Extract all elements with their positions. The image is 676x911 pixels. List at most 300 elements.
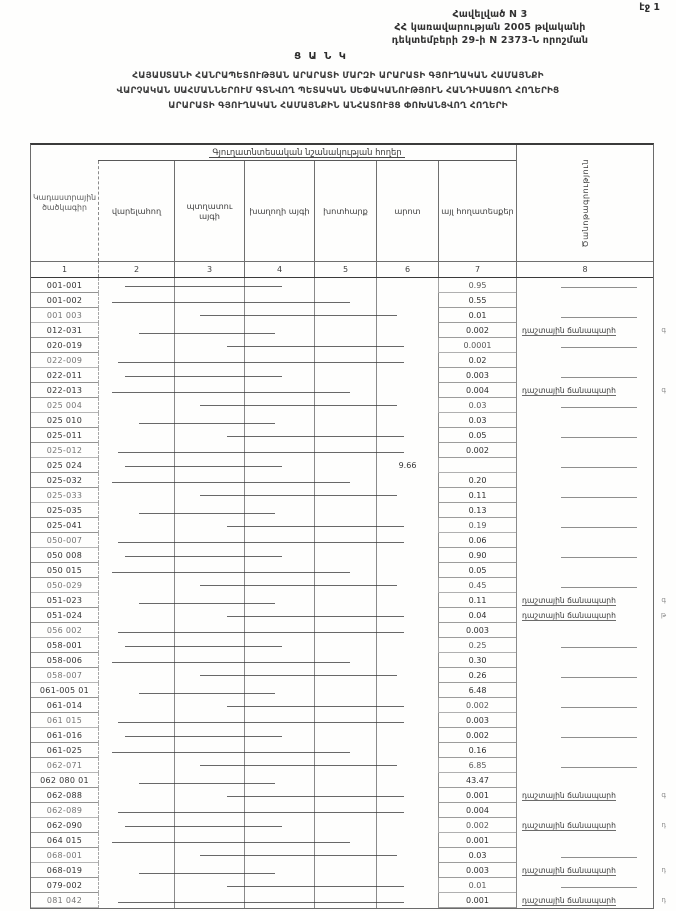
pasture-cell xyxy=(376,653,438,668)
orchard-cell xyxy=(174,848,244,863)
orchard-cell xyxy=(174,398,244,413)
arable-cell xyxy=(98,593,174,608)
other-lands-value-cell: 0.004 xyxy=(438,383,516,398)
note-cell xyxy=(516,818,653,833)
pasture-cell xyxy=(376,608,438,623)
orchard-cell xyxy=(174,608,244,623)
table-row xyxy=(31,563,653,578)
orchard-cell xyxy=(174,893,244,908)
orchard-cell xyxy=(174,428,244,443)
pasture-cell xyxy=(376,803,438,818)
cadastral-code-cell: 050-007 xyxy=(31,533,98,548)
annex-label: Հավելված N 3 xyxy=(452,9,528,20)
pasture-cell: 9.66 xyxy=(376,458,438,473)
other-lands-value-cell: 0.16 xyxy=(438,743,516,758)
table-row xyxy=(31,308,653,323)
note-cell xyxy=(516,833,653,848)
orchard-cell xyxy=(174,758,244,773)
vineyard-cell xyxy=(244,443,314,458)
cadastral-code-cell: 012-031 xyxy=(31,323,98,338)
hayfield-cell xyxy=(314,563,376,578)
table-row xyxy=(31,338,653,353)
arable-cell xyxy=(98,623,174,638)
vineyard-cell xyxy=(244,488,314,503)
note-cell xyxy=(516,338,653,353)
note-cell xyxy=(516,683,653,698)
pasture-cell xyxy=(376,353,438,368)
table-row xyxy=(31,443,653,458)
hayfield-cell xyxy=(314,623,376,638)
cadastral-code-cell: 062-071 xyxy=(31,758,98,773)
table-row xyxy=(31,413,653,428)
cadastral-code-cell: 050-029 xyxy=(31,578,98,593)
arable-cell xyxy=(98,473,174,488)
note-cell xyxy=(516,893,653,908)
hayfield-cell xyxy=(314,443,376,458)
note-cell xyxy=(516,473,653,488)
column-header-orchard: պտղատու այգի xyxy=(174,161,244,261)
hayfield-cell xyxy=(314,293,376,308)
note-cell xyxy=(516,278,653,293)
other-lands-value-cell: 0.26 xyxy=(438,668,516,683)
arable-cell xyxy=(98,428,174,443)
pasture-cell xyxy=(376,533,438,548)
pasture-cell xyxy=(376,488,438,503)
pasture-cell xyxy=(376,518,438,533)
orchard-cell xyxy=(174,473,244,488)
hayfield-cell xyxy=(314,893,376,908)
hayfield-cell xyxy=(314,818,376,833)
note-cell xyxy=(516,848,653,863)
cadastral-code-cell: 058-001 xyxy=(31,638,98,653)
pasture-cell xyxy=(376,368,438,383)
pasture-cell xyxy=(376,428,438,443)
vineyard-cell xyxy=(244,848,314,863)
table-row xyxy=(31,863,666,878)
pasture-cell xyxy=(376,833,438,848)
table-row xyxy=(31,383,666,398)
note-cell xyxy=(516,878,653,893)
title-line-2: ՎԱՐՉԱԿԱՆ ՍԱՀՄԱՆՆԵՐՈՒՄ ԳՏՆՎՈՂ ՊԵՏԱԿԱՆ ՍԵՓԱԿԱՆՈՒԹՅՈՒՆ ՀԱՆԴԻՍԱՑՈՂ ՀՈՂԵՐԻՑ xyxy=(116,86,560,96)
vineyard-cell xyxy=(244,608,314,623)
column-header-cadastral-code: Կադաստրային ծածկագիր xyxy=(32,193,97,212)
hayfield-cell xyxy=(314,533,376,548)
cadastral-code-cell: 062-089 xyxy=(31,803,98,818)
table-row xyxy=(31,848,653,863)
arable-cell xyxy=(98,713,174,728)
orchard-cell xyxy=(174,683,244,698)
arable-cell xyxy=(98,383,174,398)
note-cell xyxy=(516,503,653,518)
cadastral-code-cell: 022-013 xyxy=(31,383,98,398)
pasture-cell xyxy=(376,818,438,833)
table-row xyxy=(31,353,653,368)
cadastral-code-cell: 062 080 01 xyxy=(31,773,98,788)
cadastral-code-cell: 058-007 xyxy=(31,668,98,683)
pasture-cell xyxy=(376,788,438,803)
cadastral-code-cell: 025-011 xyxy=(31,428,98,443)
hayfield-cell xyxy=(314,353,376,368)
arable-cell xyxy=(98,503,174,518)
pasture-cell xyxy=(376,398,438,413)
arable-cell xyxy=(98,683,174,698)
cadastral-code-cell: 022-011 xyxy=(31,368,98,383)
pasture-cell xyxy=(376,638,438,653)
table-row xyxy=(31,833,653,848)
note-cell xyxy=(516,368,653,383)
note-cell xyxy=(516,593,653,608)
cadastral-code-cell: 050 015 xyxy=(31,563,98,578)
vineyard-cell xyxy=(244,788,314,803)
table-row xyxy=(31,623,653,638)
pasture-cell xyxy=(376,413,438,428)
note-cell xyxy=(516,563,653,578)
pasture-cell xyxy=(376,503,438,518)
note-cell xyxy=(516,428,653,443)
arable-cell xyxy=(98,443,174,458)
margin-mark: գ xyxy=(661,386,666,394)
table-row xyxy=(31,578,653,593)
hayfield-cell xyxy=(314,713,376,728)
hayfield-cell xyxy=(314,368,376,383)
other-lands-value-cell: 0.01 xyxy=(438,878,516,893)
vineyard-cell xyxy=(244,653,314,668)
hayfield-cell xyxy=(314,473,376,488)
orchard-cell xyxy=(174,623,244,638)
orchard-cell xyxy=(174,698,244,713)
hayfield-cell xyxy=(314,578,376,593)
arable-cell xyxy=(98,353,174,368)
note-text: դաշտային ճանապարհ xyxy=(522,325,616,335)
note-cell xyxy=(516,398,653,413)
cadastral-code-cell: 079-002 xyxy=(31,878,98,893)
cadastral-code-cell: 056 002 xyxy=(31,623,98,638)
other-lands-value-cell: 0.002 xyxy=(438,698,516,713)
note-cell xyxy=(516,758,653,773)
other-lands-value-cell: 0.05 xyxy=(438,428,516,443)
vineyard-cell xyxy=(244,428,314,443)
table-row xyxy=(31,728,653,743)
vineyard-cell xyxy=(244,833,314,848)
orchard-cell xyxy=(174,713,244,728)
orchard-cell xyxy=(174,308,244,323)
cadastral-code-cell: 025 024 xyxy=(31,458,98,473)
orchard-cell xyxy=(174,878,244,893)
cadastral-code-cell: 061-016 xyxy=(31,728,98,743)
table-row xyxy=(31,743,653,758)
hayfield-cell xyxy=(314,503,376,518)
column-header-pasture: արոտ xyxy=(376,161,438,261)
arable-cell xyxy=(98,323,174,338)
hayfield-cell xyxy=(314,743,376,758)
annex-reference xyxy=(300,8,676,47)
pasture-cell xyxy=(376,443,438,458)
hayfield-cell xyxy=(314,638,376,653)
arable-cell xyxy=(98,293,174,308)
pasture-cell xyxy=(376,893,438,908)
vineyard-cell xyxy=(244,353,314,368)
pasture-cell xyxy=(376,338,438,353)
hayfield-cell xyxy=(314,398,376,413)
column-number-3: 3 xyxy=(174,261,244,277)
vineyard-cell xyxy=(244,323,314,338)
hayfield-cell xyxy=(314,608,376,623)
other-lands-value-cell: 0.90 xyxy=(438,548,516,563)
pasture-cell xyxy=(376,308,438,323)
cadastral-code-cell: 020-019 xyxy=(31,338,98,353)
column-number-5: 5 xyxy=(314,261,376,277)
arable-cell xyxy=(98,368,174,383)
vineyard-cell xyxy=(244,308,314,323)
other-lands-value-cell: 0.05 xyxy=(438,563,516,578)
arable-cell xyxy=(98,398,174,413)
hayfield-cell xyxy=(314,863,376,878)
hayfield-cell xyxy=(314,788,376,803)
pasture-cell xyxy=(376,323,438,338)
note-cell xyxy=(516,623,653,638)
cadastral-code-cell: 058-006 xyxy=(31,653,98,668)
orchard-cell xyxy=(174,833,244,848)
title-line-3: ԱՐԱՐԱՏԻ ԳՅՈՒՂԱԿԱՆ ՀԱՄԱՅՆՔԻՆ ԱՆՀԱՏՈՒՅՑ ՓՈԽԱՆՑՎՈՂ ՀՈՂԵՐԻ xyxy=(168,101,508,111)
hayfield-cell xyxy=(314,383,376,398)
hayfield-cell xyxy=(314,878,376,893)
note-cell xyxy=(516,383,653,398)
table-row xyxy=(31,323,666,338)
note-cell xyxy=(516,458,653,473)
vineyard-cell xyxy=(244,593,314,608)
column-header-other-lands: այլ հողատեսքեր xyxy=(438,161,516,261)
column-header-hayfield: խոտհարք xyxy=(314,161,376,261)
other-lands-value-cell: 0.002 xyxy=(438,818,516,833)
arable-cell xyxy=(98,743,174,758)
orchard-cell xyxy=(174,638,244,653)
note-text: դաշտային ճանապարհ xyxy=(522,820,616,830)
margin-mark: գ xyxy=(661,326,666,334)
other-lands-value-cell: 6.85 xyxy=(438,758,516,773)
vineyard-cell xyxy=(244,728,314,743)
vineyard-cell xyxy=(244,503,314,518)
column-header-arable: վարելահող xyxy=(98,161,174,261)
cadastral-code-cell: 025-041 xyxy=(31,518,98,533)
vineyard-cell xyxy=(244,713,314,728)
hayfield-cell xyxy=(314,803,376,818)
note-cell xyxy=(516,863,653,878)
other-lands-value-cell: 0.003 xyxy=(438,623,516,638)
cadastral-code-cell: 061-005 01 xyxy=(31,683,98,698)
note-cell xyxy=(516,713,653,728)
other-lands-value-cell: 0.003 xyxy=(438,368,516,383)
cadastral-code-cell: 062-088 xyxy=(31,788,98,803)
vineyard-cell xyxy=(244,668,314,683)
hayfield-cell xyxy=(314,428,376,443)
orchard-cell xyxy=(174,503,244,518)
other-lands-value-cell: 0.02 xyxy=(438,353,516,368)
cadastral-code-cell: 062-090 xyxy=(31,818,98,833)
arable-cell xyxy=(98,608,174,623)
table-row xyxy=(31,878,653,893)
hayfield-cell xyxy=(314,413,376,428)
orchard-cell xyxy=(174,593,244,608)
table-row xyxy=(31,698,653,713)
vineyard-cell xyxy=(244,458,314,473)
vineyard-cell xyxy=(244,563,314,578)
orchard-cell xyxy=(174,458,244,473)
arable-cell xyxy=(98,308,174,323)
arable-cell xyxy=(98,338,174,353)
note-cell xyxy=(516,323,653,338)
pasture-cell xyxy=(376,848,438,863)
vineyard-cell xyxy=(244,293,314,308)
pasture-cell xyxy=(376,473,438,488)
orchard-cell xyxy=(174,338,244,353)
cadastral-code-cell: 061-014 xyxy=(31,698,98,713)
vineyard-cell xyxy=(244,818,314,833)
hayfield-cell xyxy=(314,458,376,473)
orchard-cell xyxy=(174,278,244,293)
margin-mark: գ xyxy=(661,596,666,604)
arable-cell xyxy=(98,563,174,578)
pasture-cell xyxy=(376,773,438,788)
margin-mark: դ xyxy=(661,896,666,904)
column-header-vineyard: խաղողի այգի xyxy=(244,161,314,261)
other-lands-value-cell: 0.95 xyxy=(438,278,516,293)
government-line2: դեկտեմբերի 29-ի N 2373-Ն որոշման xyxy=(391,35,589,46)
hayfield-cell xyxy=(314,518,376,533)
orchard-cell xyxy=(174,353,244,368)
other-lands-value-cell: 0.003 xyxy=(438,713,516,728)
arable-cell xyxy=(98,653,174,668)
table-row xyxy=(31,638,653,653)
note-text: դաշտային ճանապարհ xyxy=(522,610,616,620)
table-row xyxy=(31,503,653,518)
arable-cell xyxy=(98,698,174,713)
arable-cell xyxy=(98,773,174,788)
arable-cell xyxy=(98,728,174,743)
column-header-note: Ծանոթագրություն xyxy=(516,145,653,261)
arable-cell xyxy=(98,518,174,533)
other-lands-value-cell: 0.11 xyxy=(438,488,516,503)
note-cell xyxy=(516,698,653,713)
cadastral-code-cell: 025-012 xyxy=(31,443,98,458)
other-lands-value-cell: 0.001 xyxy=(438,833,516,848)
table-row xyxy=(31,893,666,908)
note-cell xyxy=(516,803,653,818)
table-row xyxy=(31,668,653,683)
note-cell xyxy=(516,788,653,803)
pasture-cell xyxy=(376,878,438,893)
other-lands-value-cell: 0.03 xyxy=(438,413,516,428)
arable-cell xyxy=(98,818,174,833)
orchard-cell xyxy=(174,518,244,533)
hayfield-cell xyxy=(314,593,376,608)
vineyard-cell xyxy=(244,638,314,653)
table-row xyxy=(31,518,653,533)
other-lands-value-cell: 0.25 xyxy=(438,638,516,653)
orchard-cell xyxy=(174,818,244,833)
column-number-4: 4 xyxy=(244,261,314,277)
note-text: դաշտային ճանապարհ xyxy=(522,895,616,905)
pasture-cell xyxy=(376,383,438,398)
table-row xyxy=(31,278,653,293)
column-number-2: 2 xyxy=(98,261,174,277)
note-cell xyxy=(516,353,653,368)
hayfield-cell xyxy=(314,698,376,713)
other-lands-value-cell: 0.002 xyxy=(438,323,516,338)
column-number-6: 6 xyxy=(376,261,438,277)
vineyard-cell xyxy=(244,698,314,713)
other-lands-value-cell: 0.001 xyxy=(438,893,516,908)
cadastral-code-cell: 025 010 xyxy=(31,413,98,428)
cadastral-code-cell: 025-033 xyxy=(31,488,98,503)
table-row xyxy=(31,593,666,608)
hayfield-cell xyxy=(314,668,376,683)
cadastral-code-cell: 001-002 xyxy=(31,293,98,308)
government-line1: ՀՀ կառավարության 2005 թվականի xyxy=(394,22,586,33)
other-lands-value-cell xyxy=(438,458,516,473)
pasture-cell xyxy=(376,548,438,563)
table-row xyxy=(31,428,653,443)
table-row xyxy=(31,788,666,803)
orchard-cell xyxy=(174,788,244,803)
vineyard-cell xyxy=(244,893,314,908)
pasture-cell xyxy=(376,758,438,773)
cadastral-code-cell: 001-001 xyxy=(31,278,98,293)
arable-cell xyxy=(98,548,174,563)
other-lands-value-cell: 0.01 xyxy=(438,308,516,323)
orchard-cell xyxy=(174,368,244,383)
hayfield-cell xyxy=(314,548,376,563)
arable-cell xyxy=(98,758,174,773)
note-cell xyxy=(516,293,653,308)
table-row xyxy=(31,458,653,473)
table-row xyxy=(31,398,653,413)
cadastral-code-cell: 025-032 xyxy=(31,473,98,488)
pasture-cell xyxy=(376,863,438,878)
cadastral-code-cell: 081 042 xyxy=(31,893,98,908)
orchard-cell xyxy=(174,563,244,578)
arable-cell xyxy=(98,878,174,893)
arable-cell xyxy=(98,458,174,473)
orchard-cell xyxy=(174,803,244,818)
cadastral-code-cell: 068-001 xyxy=(31,848,98,863)
arable-cell xyxy=(98,863,174,878)
arable-cell xyxy=(98,833,174,848)
group-header-agricultural-lands: Գյուղատնտեսական նշանակության հողեր xyxy=(98,145,516,161)
arable-cell xyxy=(98,413,174,428)
hayfield-cell xyxy=(314,833,376,848)
vineyard-cell xyxy=(244,773,314,788)
cadastral-code-cell: 022-009 xyxy=(31,353,98,368)
cadastral-code-cell: 051-023 xyxy=(31,593,98,608)
vineyard-cell xyxy=(244,683,314,698)
note-text: դաշտային ճանապարհ xyxy=(522,595,616,605)
vineyard-cell xyxy=(244,743,314,758)
orchard-cell xyxy=(174,653,244,668)
column-number-8: 8 xyxy=(516,261,653,277)
note-text: դաշտային ճանապարհ xyxy=(522,865,616,875)
hayfield-cell xyxy=(314,683,376,698)
note-cell xyxy=(516,668,653,683)
orchard-cell xyxy=(174,443,244,458)
note-cell xyxy=(516,443,653,458)
pasture-cell xyxy=(376,668,438,683)
hayfield-cell xyxy=(314,728,376,743)
vineyard-cell xyxy=(244,803,314,818)
pasture-cell xyxy=(376,683,438,698)
pasture-cell xyxy=(376,563,438,578)
arable-cell xyxy=(98,803,174,818)
margin-mark: գ xyxy=(661,791,666,799)
